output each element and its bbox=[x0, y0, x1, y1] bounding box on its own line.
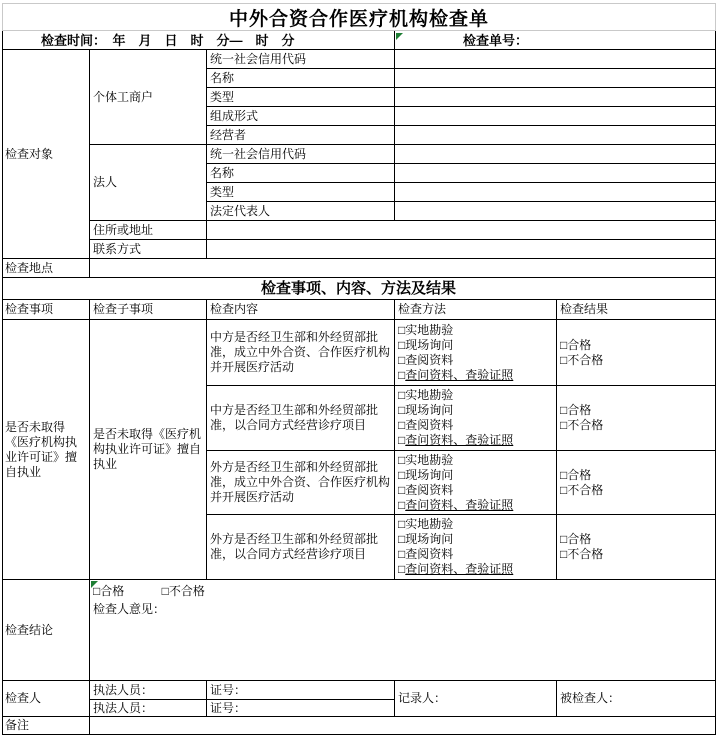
checkbox-icon: □ bbox=[398, 403, 406, 417]
conclusion-checkbox-fail[interactable]: □不合格 bbox=[161, 584, 205, 598]
result-checkbox-fail[interactable]: □不合格 bbox=[560, 547, 604, 561]
checkbox-icon: □ bbox=[560, 467, 568, 482]
result-options-cell bbox=[557, 515, 716, 580]
individual-field-label: 经营者 bbox=[207, 126, 395, 145]
checkbox-icon: □ bbox=[560, 482, 568, 497]
inspection-sub-item: 是否未取得《医疗机构执业许可证》擅自执业 bbox=[90, 320, 207, 580]
recorder-field[interactable]: 记录人： bbox=[395, 681, 557, 717]
section-title: 检查事项、内容、方法及结果 bbox=[2, 278, 716, 300]
inspection-content: 中方是否经卫生部和外经贸部批准，以合同方式经营诊疗项目 bbox=[207, 386, 395, 451]
column-header-item: 检查事项 bbox=[2, 300, 90, 320]
cell-error-flag-icon bbox=[91, 581, 98, 588]
inspector-opinion-label: 检查人意见： bbox=[93, 602, 166, 616]
cert-number-field[interactable]: 证号： bbox=[207, 681, 395, 700]
result-options-cell bbox=[557, 451, 716, 515]
inspection-item: 是否未取得《医疗机构执业许可证》擅自执业 bbox=[2, 320, 90, 580]
remarks-label: 备注 bbox=[2, 717, 90, 735]
method-checkbox-option[interactable]: □实地勘验 bbox=[398, 322, 454, 337]
individual-field-value-cell[interactable] bbox=[395, 69, 716, 88]
result-checkbox-pass[interactable]: □合格 bbox=[560, 532, 592, 546]
column-header-subitem: 检查子事项 bbox=[90, 300, 207, 320]
legal-person-label: 法人 bbox=[90, 145, 207, 221]
result-checkbox-pass[interactable]: □合格 bbox=[560, 467, 592, 482]
column-header-method: 检查方法 bbox=[395, 300, 557, 320]
subject-label: 检查对象 bbox=[2, 50, 90, 259]
address-label: 住所或地址 bbox=[90, 221, 207, 240]
inspector-label: 检查人 bbox=[2, 681, 90, 717]
result-options-cell bbox=[557, 386, 716, 451]
legal-field-value-cell[interactable] bbox=[395, 202, 716, 221]
method-checkbox-option[interactable]: □查问资料、查验证照 bbox=[398, 562, 514, 576]
inspected-person-field[interactable]: 被检查人： bbox=[557, 681, 716, 717]
checkbox-icon: □ bbox=[398, 388, 406, 402]
checkbox-icon: □ bbox=[560, 418, 568, 432]
method-checkbox-option[interactable]: □查阅资料 bbox=[398, 547, 454, 561]
checkbox-icon: □ bbox=[560, 337, 568, 352]
checkbox-icon: □ bbox=[560, 532, 568, 546]
conclusion-cell[interactable] bbox=[90, 580, 716, 681]
address-value-cell[interactable] bbox=[207, 221, 716, 240]
conclusion-label: 检查结论 bbox=[2, 580, 90, 681]
individual-field-label: 名称 bbox=[207, 69, 395, 88]
method-checkbox-option[interactable]: □查问资料、查验证照 bbox=[398, 367, 514, 382]
checkbox-icon: □ bbox=[398, 532, 406, 546]
method-checkbox-option[interactable]: □实地勘验 bbox=[398, 517, 454, 531]
individual-field-value-cell[interactable] bbox=[395, 88, 716, 107]
individual-field-label: 类型 bbox=[207, 88, 395, 107]
cell-error-flag-icon bbox=[396, 33, 403, 40]
method-options-cell bbox=[395, 320, 557, 386]
legal-field-value-cell[interactable] bbox=[395, 183, 716, 202]
checkbox-icon: □ bbox=[560, 352, 568, 367]
method-options-cell bbox=[395, 386, 557, 451]
individual-field-label: 统一社会信用代码 bbox=[207, 50, 395, 69]
location-value-cell[interactable] bbox=[90, 259, 716, 278]
legal-field-value-cell[interactable] bbox=[395, 164, 716, 183]
individual-field-label: 组成形式 bbox=[207, 107, 395, 126]
checkbox-icon: □ bbox=[398, 547, 406, 561]
checkbox-icon: □ bbox=[398, 352, 406, 367]
method-checkbox-option[interactable]: □查问资料、查验证照 bbox=[398, 433, 514, 447]
checkbox-icon: □ bbox=[560, 547, 568, 561]
result-checkbox-pass[interactable]: □合格 bbox=[560, 403, 592, 417]
individual-business-label: 个体工商户 bbox=[90, 50, 207, 145]
officer-field[interactable]: 执法人员： bbox=[90, 700, 207, 717]
method-checkbox-option[interactable]: □现场询问 bbox=[398, 403, 454, 417]
contact-value-cell[interactable] bbox=[207, 240, 716, 259]
legal-field-label: 名称 bbox=[207, 164, 395, 183]
conclusion-checkbox-pass[interactable]: □合格 bbox=[93, 584, 125, 598]
method-checkbox-option[interactable]: □查阅资料 bbox=[398, 482, 454, 497]
column-header-result: 检查结果 bbox=[557, 300, 716, 320]
method-options-cell bbox=[395, 451, 557, 515]
checkbox-icon: □ bbox=[161, 584, 169, 598]
individual-field-value-cell[interactable] bbox=[395, 107, 716, 126]
method-checkbox-option[interactable]: □现场询问 bbox=[398, 337, 454, 352]
column-header-content: 检查内容 bbox=[207, 300, 395, 320]
method-checkbox-option[interactable]: □实地勘验 bbox=[398, 452, 454, 467]
method-checkbox-option[interactable]: □现场询问 bbox=[398, 532, 454, 546]
officer-field[interactable]: 执法人员： bbox=[90, 681, 207, 700]
page-title: 中外合资合作医疗机构检查单 bbox=[2, 3, 716, 31]
individual-field-value-cell[interactable] bbox=[395, 126, 716, 145]
method-options-cell bbox=[395, 515, 557, 580]
checkbox-icon: □ bbox=[398, 452, 406, 467]
checkbox-icon: □ bbox=[398, 467, 406, 482]
checkbox-icon: □ bbox=[398, 418, 406, 432]
checkbox-icon: □ bbox=[398, 562, 406, 576]
method-checkbox-option[interactable]: □查阅资料 bbox=[398, 352, 454, 367]
contact-label: 联系方式 bbox=[90, 240, 207, 259]
checkbox-icon: □ bbox=[398, 482, 406, 497]
checkbox-icon: □ bbox=[560, 403, 568, 417]
result-options-cell bbox=[557, 320, 716, 386]
checkbox-icon: □ bbox=[398, 433, 406, 447]
inspection-content: 外方是否经卫生部和外经贸部批准，以合同方式经营诊疗项目 bbox=[207, 515, 395, 580]
checkbox-icon: □ bbox=[398, 367, 406, 382]
checkbox-icon: □ bbox=[398, 497, 406, 512]
inspection-time-field[interactable]: 检查时间： 年 月 日 时 分— 时 分 bbox=[2, 31, 395, 50]
result-checkbox-fail[interactable]: □不合格 bbox=[560, 482, 604, 497]
legal-field-value-cell[interactable] bbox=[395, 145, 716, 164]
legal-field-label: 类型 bbox=[207, 183, 395, 202]
legal-field-label: 统一社会信用代码 bbox=[207, 145, 395, 164]
method-checkbox-option[interactable]: □查问资料、查验证照 bbox=[398, 497, 514, 512]
checkbox-icon: □ bbox=[398, 337, 406, 352]
remarks-value-cell[interactable] bbox=[90, 717, 716, 735]
checkbox-icon: □ bbox=[398, 322, 406, 337]
sheet-number-field[interactable]: 检查单号： bbox=[395, 31, 716, 50]
result-checkbox-pass[interactable]: □合格 bbox=[560, 337, 592, 352]
result-checkbox-fail[interactable]: □不合格 bbox=[560, 352, 604, 367]
method-checkbox-option[interactable]: □实地勘验 bbox=[398, 388, 454, 402]
individual-field-value-cell[interactable] bbox=[395, 50, 716, 69]
legal-field-label: 法定代表人 bbox=[207, 202, 395, 221]
method-checkbox-option[interactable]: □现场询问 bbox=[398, 467, 454, 482]
cert-number-field[interactable]: 证号： bbox=[207, 700, 395, 717]
result-checkbox-fail[interactable]: □不合格 bbox=[560, 418, 604, 432]
inspection-content: 中方是否经卫生部和外经贸部批准，成立中外合资、合作医疗机构并开展医疗活动 bbox=[207, 320, 395, 386]
checkbox-icon: □ bbox=[93, 584, 101, 598]
inspection-content: 外方是否经卫生部和外经贸部批准，成立中外合资、合作医疗机构并开展医疗活动 bbox=[207, 451, 395, 515]
method-checkbox-option[interactable]: □查阅资料 bbox=[398, 418, 454, 432]
checkbox-icon: □ bbox=[398, 517, 406, 531]
location-label: 检查地点 bbox=[2, 259, 90, 278]
